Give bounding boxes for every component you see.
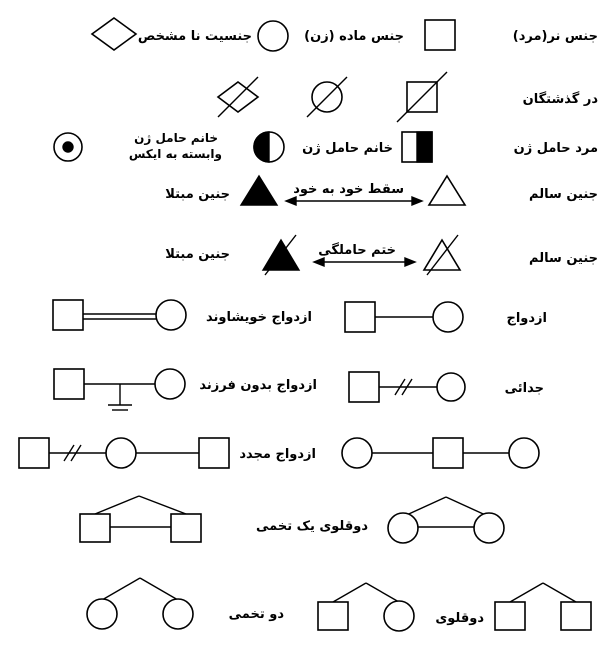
label-carrier-male: مرد حامل ژن: [513, 141, 598, 156]
marriage-symbol: [345, 302, 463, 332]
label-termination: ختم حاملگی: [318, 243, 396, 258]
dizygotic-twins-male-symbol: [495, 583, 591, 630]
label-monozygotic: دوقلوی یک تخمی: [256, 519, 368, 534]
label-miscarriage: سقط خود به خود: [293, 182, 404, 197]
childless-marriage-symbol: [54, 369, 185, 410]
label-xlinked-line1: خانم حامل ژن: [134, 131, 218, 145]
label-divorce: جدائی: [504, 381, 544, 396]
terminated-healthy-fetus-symbol: [424, 235, 460, 275]
male-square-symbol: [425, 20, 455, 50]
label-female: جنس ماده (زن): [304, 29, 404, 44]
unknown-sex-diamond-symbol: [92, 18, 136, 50]
deceased-male-symbol: [397, 72, 447, 122]
monozygotic-twins-female-symbol: [388, 497, 504, 543]
label-affected-fetus-2: جنین مبتلا: [165, 247, 230, 262]
carrier-female-symbol: [254, 132, 284, 162]
xlinked-carrier-female-symbol: [54, 133, 82, 161]
divorce-symbol: [349, 372, 465, 402]
label-xlinked-line2: وابسته به ایکس: [128, 147, 222, 161]
label-carrier-female: خانم حامل ژن: [302, 141, 393, 156]
miscarriage-arrow: [286, 197, 422, 205]
label-childless: ازدواج بدون فرزند: [199, 378, 317, 393]
label-consanguineous: ازدواج خویشاوند: [205, 310, 312, 325]
carrier-male-symbol: [402, 132, 432, 162]
label-male: جنس نر(مرد): [512, 29, 598, 44]
healthy-fetus-triangle-symbol: [429, 176, 465, 205]
monozygotic-twins-male-symbol: [80, 496, 201, 542]
deceased-female-symbol: [307, 77, 347, 117]
dizygotic-twins-mixed-symbol: [318, 583, 414, 631]
label-twins: دوقلوی: [435, 611, 484, 626]
label-dizygotic: دو تخمی: [228, 607, 284, 622]
female-circle-symbol: [258, 21, 288, 51]
dizygotic-twins-female-symbol: [87, 578, 193, 629]
terminated-affected-fetus-symbol: [263, 235, 299, 275]
label-remarriage: ازدواج مجدد: [239, 447, 316, 462]
deceased-unknown-symbol: [218, 77, 258, 117]
remarriage-symbol-right: [342, 438, 539, 468]
label-healthy-fetus-2: جنین سالم: [529, 251, 598, 266]
termination-arrow: [314, 258, 415, 266]
consanguineous-marriage-symbol: [53, 300, 186, 330]
label-deceased: در گذشتگان: [522, 92, 598, 107]
label-healthy-fetus: جنین سالم: [529, 187, 598, 202]
label-affected-fetus: جنین مبتلا: [165, 187, 230, 202]
remarriage-symbol-left: [19, 438, 229, 468]
label-unknown-sex: جنسیت نا مشخص: [137, 29, 252, 44]
label-marriage: ازدواج: [506, 311, 547, 326]
affected-fetus-triangle-symbol: [241, 176, 277, 205]
